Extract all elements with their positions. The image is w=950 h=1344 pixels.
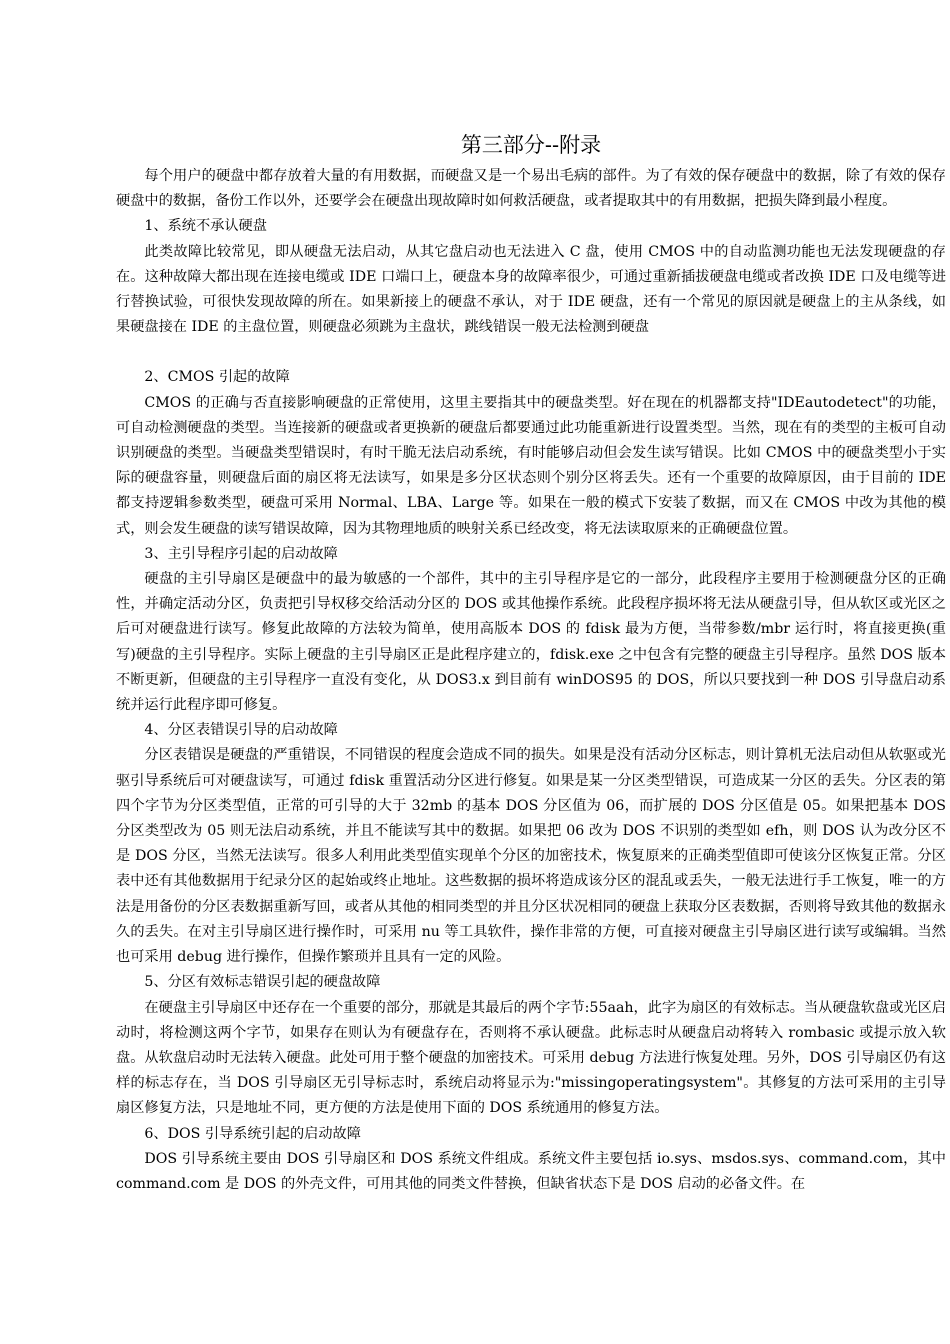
document-page: [116, 128, 946, 1197]
section-1-heading: 1、系统不承认硬盘: [144, 218, 267, 235]
section-4-heading: 4、分区表错误引导的启动故障: [144, 722, 338, 739]
section-2-heading: 2、CMOS 引起的故障: [144, 369, 290, 386]
section-5-body: 在硬盘主引导扇区中还存在一个重要的部分，那就是其最后的两个字节:55aah，此字为扇区的有效标志。当从硬盘软盘或光区启动时，将检测这两个字节，如果存在则认为有硬盘存在，否则将不承认硬盘。此标志时从硬盘启动将转入 rombasic 或提示放入软盘。从软盘启动时无法转入硬盘。此处可用于整个硬盘的加密技术。可采用 debug 方法进行恢复处理。另外，DOS 引导扇区仍有这样的标志存在，当 DOS 引导扇区无引导标志时，系统启动将显示为:"missingoperatingsystem"。其修复的方法可采用的主引导扇区修复方法，只是地址不同，更方便的方法是使用下面的 DOS 系统通用的修复方法。: [116, 999, 946, 1117]
section-4-body: 分区表错误是硬盘的严重错误，不同错误的程度会造成不同的损失。如果是没有活动分区标志，则计算机无法启动但从软驱或光驱引导系统后可对硬盘读写，可通过 fdisk 重置活动分区进行修复。如果是某一分区类型错误，可造成某一分区的丢失。分区表的第四个字节为分区类型值，正常的可引导的大于 32mb 的基本 DOS 分区值为 06，而扩展的 DOS 分区值是 05。如果把基本 DOS 分区类型改为 05 则无法启动系统，并且不能读写其中的数据。如果把 06 改为 DOS 不识别的类型如 efh，则 DOS 认为改分区不是 DOS 分区，当然无法读写。很多人利用此类型值实现单个分区的加密技术，恢复原来的正确类型值即可使该分区恢复正常。分区表中还有其他数据用于纪录分区的起始或终止地址。这些数据的损坏将造成该分区的混乱或丢失，一般无法进行手工恢复，唯一的方法是用备份的分区表数据重新写回，或者从其他的相同类型的并且分区状况相同的硬盘上获取分区表数据，否则将导致其他的数据永久的丢失。在对主引导扇区进行操作时，可采用 nu 等工具软件，操作非常的方便，可直接对硬盘主引导扇区进行读写或编辑。当然也可采用 debug 进行操作，但操作繁琐并且具有一定的风险。: [116, 747, 946, 966]
section-5-heading: 5、分区有效标志错误引起的硬盘故障: [144, 974, 381, 991]
intro-paragraph: 每个用户的硬盘中都存放着大量的有用数据，而硬盘又是一个易出毛病的部件。为了有效的保存硬盘中的数据，除了有效的保存硬盘中的数据，备份工作以外，还要学会在硬盘出现故障时如何救活硬盘，或者提取其中的有用数据，把损失降到最小程度。: [116, 168, 946, 210]
section-3-body: 硬盘的主引导扇区是硬盘中的最为敏感的一个部件，其中的主引导程序是它的一部分，此段程序主要用于检测硬盘分区的正确性，并确定活动分区，负责把引导权移交给活动分区的 DOS 或其他操作系统。此段程序损坏将无法从硬盘引导，但从软区或光区之后可对硬盘进行读写。修复此故障的方法较为简单，使用高版本 DOS 的 fdisk 最为方便，当带参数/mbr 运行时，将直接更换(重写)硬盘的主引导程序。实际上硬盘的主引导扇区正是此程序建立的，fdisk.exe 之中包含有完整的硬盘主引导程序。虽然 DOS 版本不断更新，但硬盘的主引导程序一直没有变化，从 DOS3.x 到目前有 winDOS95 的 DOS，所以只要找到一种 DOS 引导盘启动系统并运行此程序即可修复。: [116, 571, 946, 714]
section-6-heading: 6、DOS 引导系统引起的启动故障: [144, 1125, 361, 1142]
section-1-body: 此类故障比较常见，即从硬盘无法启动，从其它盘启动也无法进入 C 盘，使用 CMOS 中的自动监测功能也无法发现硬盘的存在。这种故障大都出现在连接电缆或 IDE 口端口上，硬盘本身的故障率很少，可通过重新插拔硬盘电缆或者改换 IDE 口及电缆等进行替换试验，可很快发现故障的所在。如果新接上的硬盘不承认，对于 IDE 硬盘，还有一个常见的原因就是硬盘上的主从条线，如果硬盘接在 IDE 的主盘位置，则硬盘必须跳为主盘状，跳线错误一般无法检测到硬盘: [116, 243, 946, 336]
section-3-heading: 3、主引导程序引起的启动故障: [144, 545, 338, 562]
section-2-body: CMOS 的正确与否直接影响硬盘的正常使用，这里主要指其中的硬盘类型。好在现在的机器都支持"IDEautodetect"的功能，可自动检测硬盘的类型。当连接新的硬盘或者更换新的硬盘后都要通过此功能重新进行设置类型。当然，现在有的类型的主板可自动识别硬盘的类型。当硬盘类型错误时，有时干脆无法启动系统，有时能够启动但会发生读写错误。比如 CMOS 中的硬盘类型小于实际的硬盘容量，则硬盘后面的扇区将无法读写，如果是多分区状态则个别分区将丢失。还有一个重要的故障原因，由于目前的 IDE 都支持逻辑参数类型，硬盘可采用 Normal、LBA、Large 等。如果在一般的模式下安装了数据，而又在 CMOS 中改为其他的模式，则会发生硬盘的读写错误故障，因为其物理地质的映射关系已经改变，将无法读取原来的正确硬盘位置。: [116, 394, 946, 537]
section-6-body: DOS 引导系统主要由 DOS 引导扇区和 DOS 系统文件组成。系统文件主要包括 io.sys、msdos.sys、command.com，其中 command.com 是 DOS 的外壳文件，可用其他的同类文件替换，但缺省状态下是 DOS 启动的必备文件。在: [116, 1150, 946, 1192]
page-title: 第三部分--附录: [460, 133, 602, 157]
blank-line: [116, 340, 946, 365]
